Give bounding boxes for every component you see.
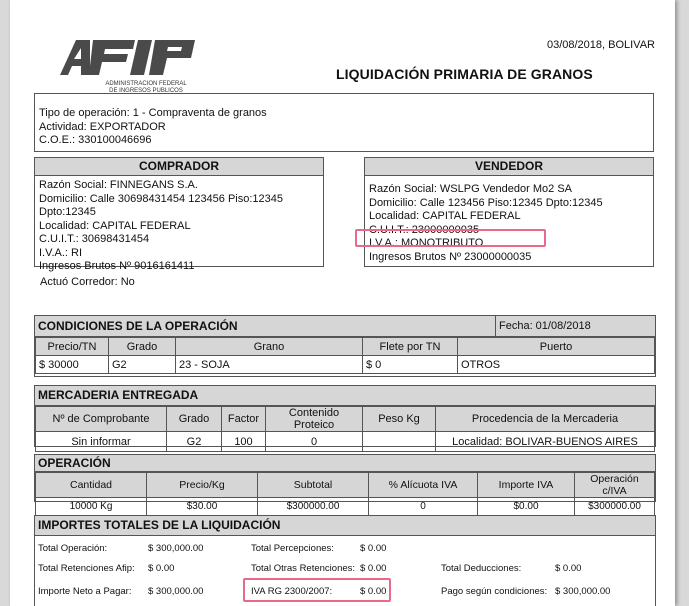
col-operacion-con-iva: Operación c/IVA (575, 473, 655, 498)
col-subtotal: Subtotal (258, 473, 369, 498)
condiciones-box (34, 315, 656, 377)
operation-type: Tipo de operación: 1 - Compraventa de granos (39, 107, 267, 119)
logo-subtitle-2: DE INGRESOS PUBLICOS (109, 88, 183, 94)
col-precio-tn: Precio/TN (36, 338, 109, 356)
actuo-corredor: Actuó Corredor: No (40, 276, 135, 288)
vendedor-iva: I.V.A.: MONOTRIBUTO (369, 237, 484, 249)
importe-neto-label: Importe Neto a Pagar: (38, 586, 132, 597)
comprador-domicilio: Domicilio: Calle 30698431454 123456 Piso:12345 (39, 192, 284, 205)
col-alicuota-iva: % Alícuota IVA (369, 473, 478, 498)
cell-peso-kg (363, 432, 436, 452)
cell-alicuota-iva: 0 (369, 498, 478, 516)
col-contenido-proteico: Contenido Proteico (266, 407, 363, 432)
comprador-localidad: Localidad: CAPITAL FEDERAL (39, 219, 191, 232)
col-flete: Flete por TN (363, 338, 458, 356)
coe-number: C.O.E.: 330100046696 (39, 134, 152, 146)
iva-rg-value: $ 0.00 (360, 586, 387, 597)
afip-logo (60, 40, 232, 100)
logo-subtitle-1: ADMINISTRACION FEDERAL (105, 81, 187, 87)
operacion-title: OPERACIÓN (35, 455, 655, 472)
total-otras-retenciones-label: Total Otras Retenciones: (251, 563, 356, 574)
condiciones-title: CONDICIONES DE LA OPERACIÓN (38, 319, 238, 333)
pago-segun-condiciones-label: Pago según condiciones: (441, 586, 548, 597)
vendedor-ingresos-brutos: Ingresos Brutos Nº 23000000035 (369, 250, 532, 263)
cell-comprobante: Sin informar (36, 432, 167, 452)
comprador-ingresos-brutos: Ingresos Brutos Nº 9016161411 (39, 260, 195, 272)
document-page (10, 0, 675, 606)
importes-title: IMPORTES TOTALES DE LA LIQUIDACIÓN (35, 516, 655, 536)
operation-info-box (34, 93, 654, 152)
total-otras-retenciones-value: $ 0.00 (360, 563, 387, 574)
comprador-box (34, 157, 324, 272)
mercaderia-title: MERCADERIA ENTREGADA (35, 386, 655, 406)
vendedor-domicilio: Domicilio: Calle 123456 Piso:12345 Dpto:12345 (369, 196, 603, 209)
col-grado: Grado (167, 407, 222, 432)
comprador-iva: I.V.A.: RI (39, 246, 83, 259)
col-peso-kg: Peso Kg (363, 407, 436, 432)
col-comprobante: Nº de Comprobante (36, 407, 167, 432)
pago-segun-condiciones-value: $ 300,000.00 (555, 586, 611, 597)
cell-contenido-proteico: 0 (266, 432, 363, 452)
cell-procedencia: Localidad: BOLIVAR-BUENOS AIRES (436, 432, 655, 452)
cell-cantidad: 10000 Kg (36, 498, 147, 516)
total-percepciones-value: $ 0.00 (360, 543, 387, 554)
total-percepciones-label: Total Percepciones: (251, 543, 334, 554)
cell-factor: 100 (222, 432, 266, 452)
col-cantidad: Cantidad (36, 473, 147, 498)
cell-importe-iva: $0.00 (478, 498, 575, 516)
total-operacion-value: $ 300,000.00 (148, 543, 204, 554)
total-deducciones-label: Total Deducciones: (441, 563, 522, 574)
comprador-razon-social: Razón Social: FINNEGANS S.A. (39, 179, 198, 191)
comprador-title: COMPRADOR (35, 158, 323, 176)
total-operacion-label: Total Operación: (38, 543, 108, 554)
col-puerto: Puerto (458, 338, 655, 356)
mercaderia-box (34, 385, 656, 447)
condiciones-table (35, 337, 655, 374)
comprador-dpto: Dpto:12345 (39, 206, 96, 218)
cell-grano: 23 - SOJA (176, 356, 363, 374)
col-importe-iva: Importe IVA (478, 473, 575, 498)
cell-flete: $ 0 (363, 356, 458, 374)
iva-rg-label: IVA RG 2300/2007: (251, 586, 333, 597)
activity: Actividad: EXPORTADOR (39, 120, 166, 133)
col-grano: Grano (176, 338, 363, 356)
col-grado: Grado (109, 338, 176, 356)
col-factor: Factor (222, 407, 266, 432)
vendedor-box (364, 157, 654, 267)
total-retenciones-afip-value: $ 0.00 (148, 563, 175, 574)
vendedor-title: VENDEDOR (365, 158, 653, 176)
cell-grado: G2 (109, 356, 176, 374)
vendedor-razon-social: Razón Social: WSLPG Vendedor Mo2 SA (369, 183, 572, 195)
cell-operacion-con-iva: $300000.00 (575, 498, 655, 516)
importe-neto-value: $ 300,000.00 (148, 586, 204, 597)
cell-puerto: OTROS (458, 356, 655, 374)
vendedor-cuit: C.U.I.T.: 23000000035 (369, 223, 480, 236)
comprador-cuit: C.U.I.T.: 30698431454 (39, 233, 150, 245)
total-deducciones-value: $ 0.00 (555, 563, 582, 574)
document-title: LIQUIDACIÓN PRIMARIA DE GRANOS (336, 66, 593, 82)
operacion-table (35, 472, 655, 516)
date-place: 03/08/2018, BOLIVAR (546, 39, 655, 51)
col-precio-kg: Precio/Kg (147, 473, 258, 498)
table-row (36, 498, 655, 516)
cell-subtotal: $300000.00 (258, 498, 369, 516)
highlight-iva-rg (243, 578, 391, 602)
cell-precio: $ 30000 (36, 356, 109, 374)
table-row (36, 356, 655, 374)
mercaderia-table (35, 406, 655, 452)
table-row (36, 432, 655, 452)
operacion-box (34, 454, 656, 512)
cell-precio-kg: $30.00 (147, 498, 258, 516)
condiciones-fecha: Fecha: 01/08/2018 (495, 316, 655, 336)
col-procedencia: Procedencia de la Mercaderia (436, 407, 655, 432)
cell-grado: G2 (167, 432, 222, 452)
highlight-iva-monotributo (355, 229, 546, 247)
vendedor-localidad: Localidad: CAPITAL FEDERAL (369, 210, 521, 222)
total-retenciones-afip-label: Total Retenciones Afip: (38, 563, 135, 574)
